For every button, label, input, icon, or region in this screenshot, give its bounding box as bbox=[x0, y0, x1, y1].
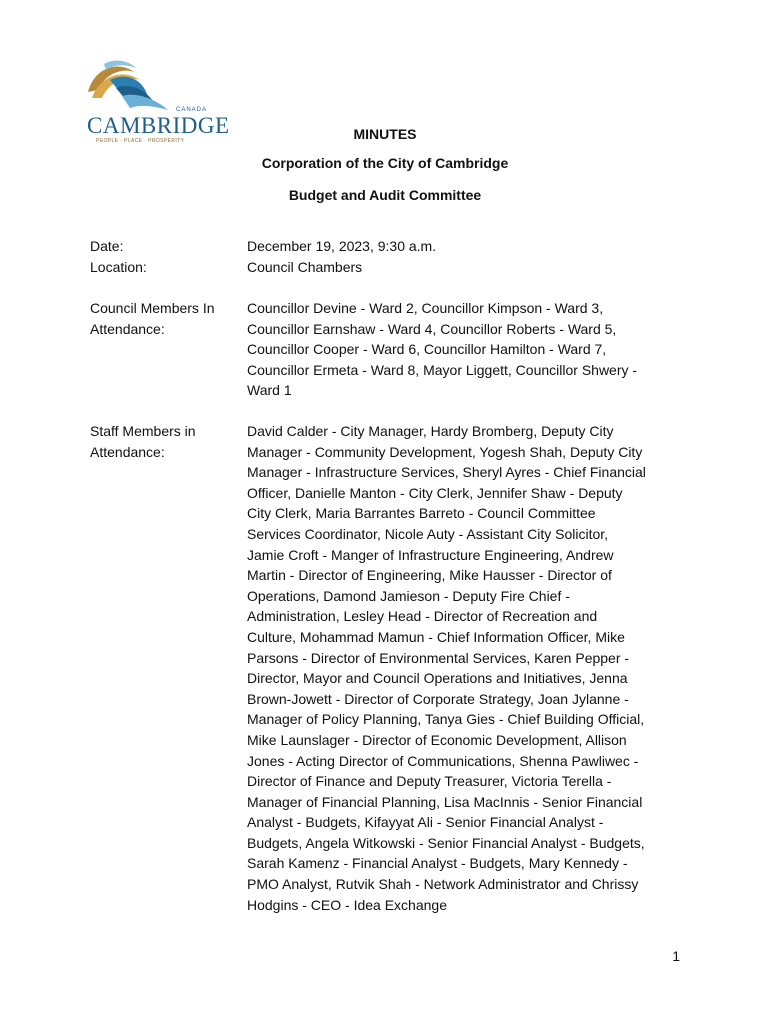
staff-line: Mike Launslager - Director of Economic Development, Allison bbox=[247, 731, 627, 748]
staff-label-line: Staff Members in bbox=[90, 423, 196, 439]
council-line: Councillor Earnshaw - Ward 4, Councillor Roberts - Ward 5, bbox=[247, 320, 617, 337]
staff-line: Manager - Infrastructure Services, Sheryl Ayres - Chief Financial bbox=[247, 464, 646, 481]
council-line: Councillor Ermeta - Ward 8, Mayor Liggett, Councillor Shwery - bbox=[247, 361, 638, 378]
staff-line: Administration, Lesley Head - Director of Recreation and bbox=[247, 608, 598, 625]
staff-line: Hodgins - CEO - Idea Exchange bbox=[247, 896, 447, 913]
council-members-label bbox=[90, 298, 240, 339]
staff-line: Manager of Financial Planning, Lisa MacInnis - Senior Financial bbox=[247, 793, 643, 810]
staff-line: PMO Analyst, Rutvik Shah - Network Administrator and Chrissy bbox=[247, 876, 639, 893]
location-label: Location: bbox=[90, 259, 147, 275]
council-line: Ward 1 bbox=[247, 382, 292, 399]
wave-emblem-icon bbox=[84, 58, 174, 114]
council-label-line: Council Members In bbox=[90, 300, 215, 316]
staff-line: Director, Mayor and Council Operations and Initiatives, Jenna bbox=[247, 670, 628, 687]
staff-line: Director of Finance and Deputy Treasurer, Victoria Terella - bbox=[247, 773, 612, 790]
council-label-line: Attendance: bbox=[90, 320, 165, 337]
staff-line: Parsons - Director of Environmental Services, Karen Pepper - bbox=[247, 649, 630, 666]
staff-line: Sarah Kamenz - Financial Analyst - Budgets, Mary Kennedy - bbox=[247, 855, 628, 872]
logo-wordmark: CAMBRIDGE bbox=[87, 113, 230, 138]
organization-name: Corporation of the City of Cambridge bbox=[261, 155, 509, 171]
staff-line: Budgets, Angela Witkowski - Senior Financial Analyst - Budgets, bbox=[247, 834, 645, 851]
staff-members-list bbox=[247, 421, 687, 915]
date-value: December 19, 2023, 9:30 a.m. bbox=[247, 238, 437, 254]
location-value: Council Chambers bbox=[247, 259, 363, 275]
staff-line: David Calder - City Manager, Hardy Bromberg, Deputy City bbox=[247, 423, 614, 439]
staff-line: Culture, Mohammad Mamun - Chief Information Officer, Mike bbox=[247, 628, 625, 645]
staff-line: City Clerk, Maria Barrantes Barreto - Council Committee bbox=[247, 505, 596, 522]
staff-members-label bbox=[90, 421, 240, 462]
document-title: MINUTES bbox=[353, 126, 417, 142]
staff-line: Manager of Policy Planning, Tanya Gies - Chief Building Official, bbox=[247, 711, 645, 728]
staff-line: Martin - Director of Engineering, Mike Hausser - Director of bbox=[247, 567, 612, 584]
staff-line: Analyst - Budgets, Kifayyat Ali - Senior Financial Analyst - bbox=[247, 814, 604, 831]
council-members-list bbox=[247, 298, 687, 401]
council-line: Councillor Devine - Ward 2, Councillor Kimpson - Ward 3, bbox=[247, 300, 604, 316]
staff-line: Jamie Croft - Manger of Infrastructure Engineering, Andrew bbox=[247, 546, 614, 563]
staff-line: Brown-Jowett - Director of Corporate Strategy, Joan Jylanne - bbox=[247, 690, 629, 707]
staff-line: Services Coordinator, Nicole Auty - Assistant City Solicitor, bbox=[247, 525, 609, 542]
staff-line: Officer, Danielle Manton - City Clerk, Jennifer Shaw - Deputy bbox=[247, 484, 623, 501]
staff-label-line: Attendance: bbox=[90, 443, 165, 460]
staff-line: Operations, Damond Jamieson - Deputy Fire Chief - bbox=[247, 587, 570, 604]
staff-line: Jones - Acting Director of Communications, Shenna Pawliwec - bbox=[247, 752, 639, 769]
logo-tagline: PEOPLE · PLACE · PROSPERITY bbox=[96, 138, 185, 144]
date-label: Date: bbox=[90, 238, 124, 254]
page-number: 1 bbox=[672, 948, 680, 964]
staff-line: Manager - Community Development, Yogesh Shah, Deputy City bbox=[247, 443, 643, 460]
committee-name: Budget and Audit Committee bbox=[288, 187, 482, 203]
council-line: Councillor Cooper - Ward 6, Councillor Hamilton - Ward 7, bbox=[247, 341, 607, 358]
logo-country-text: CANADA bbox=[176, 107, 208, 113]
